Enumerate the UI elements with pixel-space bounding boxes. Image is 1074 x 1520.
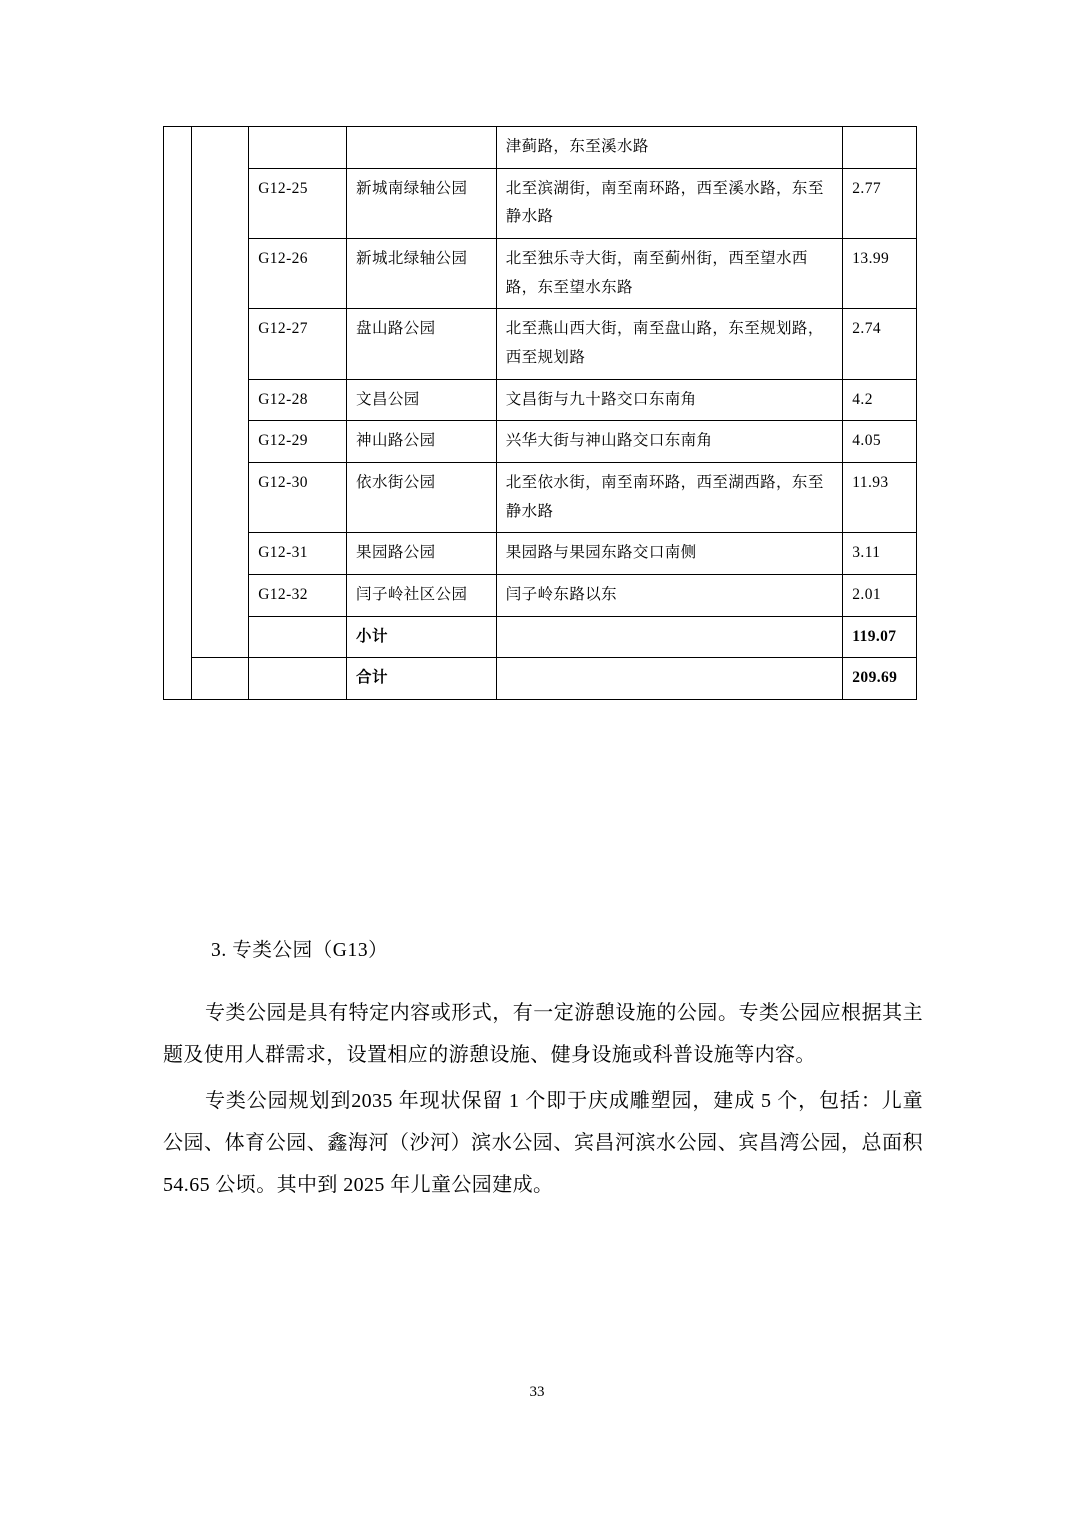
table-cell-name: 盘山路公园 xyxy=(347,309,497,379)
table-cell-code xyxy=(249,658,347,700)
table-cell-code: G12-30 xyxy=(249,463,347,533)
section-heading: 3. 专类公园（G13） xyxy=(211,940,389,961)
table-cell-area: 3.11 xyxy=(843,533,917,575)
table-cell-desc: 闫子岭东路以东 xyxy=(496,575,843,617)
table-cell-code: G12-27 xyxy=(249,309,347,379)
table-cell-code: G12-28 xyxy=(249,379,347,421)
table-cell-name: 神山路公园 xyxy=(347,421,497,463)
table-cell-code: G12-29 xyxy=(249,421,347,463)
table-cell-name: 新城南绿轴公园 xyxy=(347,168,497,238)
park-list-table-wrapper xyxy=(163,126,917,700)
table-cell-desc: 北至燕山西大街，南至盘山路，东至规划路，西至规划路 xyxy=(496,309,843,379)
section-paragraph-1: 专类公园是具有特定内容或形式，有一定游憩设施的公园。专类公园应根据其主题及使用人群需求，设置相应的游憩设施、健身设施或科普设施等内容。 xyxy=(163,1002,923,1067)
table-row xyxy=(164,239,917,309)
table-row xyxy=(164,127,917,169)
table-cell-desc: 津蓟路，东至溪水路 xyxy=(496,127,843,169)
table-cell-spine-inner xyxy=(191,127,249,658)
table-cell-area: 4.2 xyxy=(843,379,917,421)
table-cell-name: 新城北绿轴公园 xyxy=(347,239,497,309)
table-cell-area xyxy=(843,127,917,169)
table-cell-area: 2.77 xyxy=(843,168,917,238)
table-row-total xyxy=(164,658,917,700)
table-cell-area: 4.05 xyxy=(843,421,917,463)
table-row xyxy=(164,463,917,533)
table-cell-area: 13.99 xyxy=(843,239,917,309)
table-cell-subtotal-area: 119.07 xyxy=(843,616,917,658)
table-cell-name: 闫子岭社区公园 xyxy=(347,575,497,617)
table-cell-desc xyxy=(496,658,843,700)
table-row xyxy=(164,379,917,421)
park-list-table xyxy=(163,126,917,700)
table-cell-desc: 兴华大街与神山路交口东南角 xyxy=(496,421,843,463)
table-cell-total-label: 合计 xyxy=(347,658,497,700)
table-cell-desc: 北至滨湖街，南至南环路，西至溪水路，东至静水路 xyxy=(496,168,843,238)
table-cell-area: 11.93 xyxy=(843,463,917,533)
table-cell-desc: 北至独乐寺大街，南至蓟州街，西至望水西路，东至望水东路 xyxy=(496,239,843,309)
table-row xyxy=(164,421,917,463)
table-row xyxy=(164,168,917,238)
table-cell-code: G12-25 xyxy=(249,168,347,238)
table-cell-name: 文昌公园 xyxy=(347,379,497,421)
table-cell-code: G12-26 xyxy=(249,239,347,309)
table-cell-area: 2.74 xyxy=(843,309,917,379)
table-cell-spine-outer xyxy=(164,127,192,700)
table-cell-code xyxy=(249,616,347,658)
table-cell-name xyxy=(347,127,497,169)
table-cell-desc: 果园路与果园东路交口南侧 xyxy=(496,533,843,575)
table-cell-total-spine xyxy=(191,658,249,700)
table-cell-name: 依水街公园 xyxy=(347,463,497,533)
table-cell-area: 2.01 xyxy=(843,575,917,617)
table-cell-total-area: 209.69 xyxy=(843,658,917,700)
section-paragraph-2: 专类公园规划到2035 年现状保留 1 个即于庆成雕塑园，建成 5 个，包括：儿童公园、体育公园、鑫海河（沙河）滨水公园、宾昌河滨水公园、宾昌湾公园，总面积 54.65 公顷。其中到 2025 年儿童公园建成。 xyxy=(163,1090,923,1197)
page-number: 33 xyxy=(529,1384,545,1400)
table-row xyxy=(164,533,917,575)
table-cell-name: 果园路公园 xyxy=(347,533,497,575)
table-cell-code xyxy=(249,127,347,169)
table-cell-desc xyxy=(496,616,843,658)
table-row xyxy=(164,575,917,617)
table-cell-code: G12-32 xyxy=(249,575,347,617)
table-cell-desc: 北至依水街，南至南环路，西至湖西路，东至静水路 xyxy=(496,463,843,533)
table-cell-code: G12-31 xyxy=(249,533,347,575)
table-row-subtotal xyxy=(164,616,917,658)
table-cell-subtotal-label: 小计 xyxy=(347,616,497,658)
section-body xyxy=(163,935,923,1210)
table-cell-desc: 文昌街与九十路交口东南角 xyxy=(496,379,843,421)
table-row xyxy=(164,309,917,379)
